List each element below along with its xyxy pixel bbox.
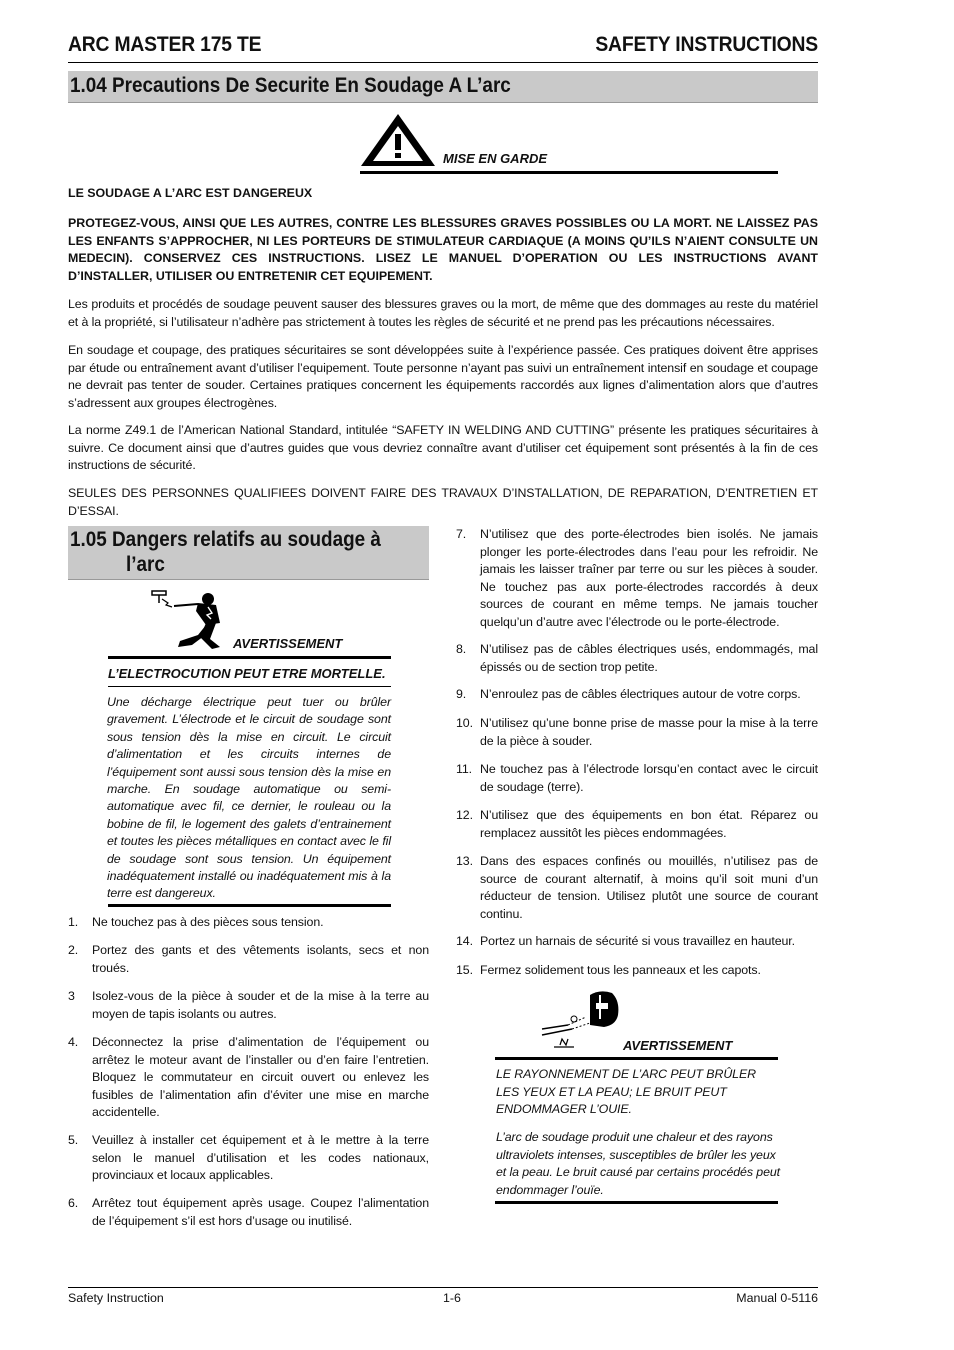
list-item: 4. Déconnectez la prise d’alimentation de l’équipement ou arrêtez le moteur avant de l’installer ou d’en faire l’entretien. Bloquez le commutateur en circuit ouvert ou enlevez les fusibles de l’alimentation afin d’éviter une mise en marche accidentelle. (68, 1035, 429, 1119)
section-104-bar (68, 71, 818, 103)
list-item: 11. Ne touchez pas à l’électrode lorsqu’en contact avec le circuit de soudage (terre). (456, 762, 818, 794)
heading-arc-dangerous: LE SOUDAGE A L’ARC EST DANGEREUX (68, 186, 313, 200)
warning1-rule-bottom (108, 904, 391, 907)
list-item: 12. N’utilisez que des équipements en bon état. Réparez ou remplacez aussitôt les pièces endommagées. (456, 808, 818, 840)
list-item: 8. N’utilisez pas de câbles électriques usés, endommagés, mal épissés ou de section trop petite. (456, 642, 818, 674)
list-item: 9. N’enroulez pas de câbles électriques autour de votre corps. (456, 687, 801, 701)
warning1-heading: L’ELECTROCUTION PEUT ETRE MORTELLE. (108, 666, 386, 681)
warning-label: MISE EN GARDE (443, 151, 548, 166)
list-item: 1. Ne touchez pas à des pièces sous tension. (68, 915, 324, 929)
warning2-label: AVERTISSEMENT (623, 1038, 733, 1053)
warning-rule (360, 171, 778, 174)
section-105-title-line2: l’arc (126, 553, 165, 576)
paragraph-1: Les produits et procédés de soudage peuvent sauser des blessures graves ou la mort, de même que des dommages au reste du matériel et à la propriété, si l’utilisateur n’adhère pas strictement à toutes les règles de sécurité et ne prend pas les précautions nécessaires. (68, 297, 818, 329)
list-item: 10. N’utilisez qu’une bonne prise de masse pour la mise à la terre de la pièce à souder. (456, 716, 818, 748)
document-title: ARC MASTER 175 TE (68, 33, 262, 56)
section-105-title-line1: 1.05 Dangers relatifs au soudage à (70, 528, 381, 551)
paragraph-3: La norme Z49.1 de l’American National Standard, intitulée “SAFETY IN WELDING AND CUTTING” présente les pratiques sécuritaires à suivre. Ce document ainsi que d’autres guides que vous devriez connaître avant d’utiliser cet équipement sont présentés à la fin de ces instructions de sécurité. (68, 423, 818, 472)
list-item: 7. N’utilisez que des porte-électrodes bien isolés. Ne jamais plonger les porte-électrodes dans l’eau pour les refroidir. Ne jamais les laisser traîner par terre ou sur les pièces à souder. Ne touchez pas aux porte-électrodes raccordés à deux sources de courant en même temps. Ne jamais toucher quelqu’un d’autre avec l’électrode ou le porte-électrode. (456, 527, 818, 629)
warning1-rule-top (108, 656, 391, 659)
electrocution-icon (150, 589, 230, 651)
footer-rule (68, 1287, 818, 1288)
section-104-title: 1.04 Precautions De Securite En Soudage A L’arc (70, 74, 511, 97)
list-item: 2. Portez des gants et des vêtements isolants, secs et non troués. (68, 943, 429, 975)
warning1-body: Une décharge électrique peut tuer ou brûler gravement. L’électrode et le circuit de soudage sont sous tension dès la mise en circuit. Le circuit d’alimentation et les circuits internes de l’équipement sont aussi sous tension dès la mise en marche. En soudage automatique ou semi-automatique avec fil, ce dernier, le rouleau ou la bobine de fil, le logement des galets d’entrainement et toutes les pièces métalliques en contact avec le fil de soudage sont sous tension. Un équipement inadéquatement installé ou inadéquatement mis à la terre est dangereux. (107, 695, 391, 901)
welding-helmet-icon (538, 989, 622, 1055)
list-item: 15. Fermez solidement tous les panneaux et les capots. (456, 963, 761, 977)
footer-right: Manual 0-5116 (736, 1291, 818, 1305)
warning2-heading: LE RAYONNEMENT DE L’ARC PEUT BRÛLER LES YEUX ET LA PEAU; LE BRUIT PEUT ENDOMMAGER L’OUIE. (496, 1067, 756, 1116)
section-header: SAFETY INSTRUCTIONS (595, 33, 818, 56)
warning2-body: L’arc de soudage produit une chaleur et des rayons ultraviolets intenses, susceptibles de brûler les yeux et la peau. Le bruit causé par certains procédés peut endommager l’ouïe. (496, 1130, 780, 1197)
warning1-label: AVERTISSEMENT (233, 636, 343, 651)
warning2-rule-top (495, 1057, 778, 1060)
warning2-rule-bottom (495, 1201, 778, 1204)
paragraph-4: SEULES DES PERSONNES QUALIFIEES DOIVENT FAIRE DES TRAVAUX D’INSTALLATION, DE REPARATION, D’ENTRETIEN ET D’ESSAI. (68, 486, 818, 518)
paragraph-2: En soudage et coupage, des pratiques sécuritaires se sont développées suite à l’expérience passée. Ces pratiques doivent être apprises par étude ou entraînement avant d’utiliser l’equipement. Toute personne n’ayant pas suivi un entraînement intensif en soudage et coupage ne devrait pas tenter de souder. Certaines pratiques concernent les équipements raccordés aux lignes d’alimentation alors que d’autres s’adressent aux groupes électrogènes. (68, 343, 818, 410)
list-item: 14. Portez un harnais de sécurité si vous travaillez en hauteur. (456, 934, 795, 948)
section-105-bar (68, 526, 429, 580)
list-item: 3 Isolez-vous de la pièce à souder et de la mise à la terre au moyen de tapis isolants ou autres. (68, 989, 429, 1021)
list-item: 13. Dans des espaces confinés ou mouillés, n’utilisez pas de source de courant alternatif, à moins qu’il soit muni d’un réducteur de tension. Utilisez plutôt une source de courant continu. (456, 854, 818, 921)
warning-triangle-icon (359, 112, 437, 168)
list-item: 6. Arrêtez tout équipement après usage. Coupez l’alimentation de l’équipement s’il est hors d’usage ou inutilisé. (68, 1196, 429, 1228)
header-rule (68, 62, 818, 63)
warning1-rule-mid (108, 686, 391, 687)
footer-left: Safety Instruction (68, 1291, 164, 1305)
list-item: 5. Veuillez à installer cet équipement et à le mettre à la terre selon le manuel d’utilisation et les codes nationaux, provinciaux et locaux applicables. (68, 1133, 429, 1182)
heading-protect: PROTEGEZ-VOUS, AINSI QUE LES AUTRES, CONTRE LES BLESSURES GRAVES POSSIBLES OU LA MORT. NE LAISSEZ PAS LES ENFANTS S’APPROCHER, NI LES PORTEURS DE STIMULATEUR CARDIAQUE (A MOINS QU’ILS N’AIENT CONSULTE UN MEDECIN). CONSERVEZ CES INSTRUCTIONS. LISEZ LE MANUEL D’OPERATION OU LES INSTRUCTIONS AVANT D’INSTALLER, UTILISER OU ENTRETENIR CET EQUIPEMENT. (68, 216, 818, 283)
page-number: 1-6 (443, 1291, 461, 1305)
